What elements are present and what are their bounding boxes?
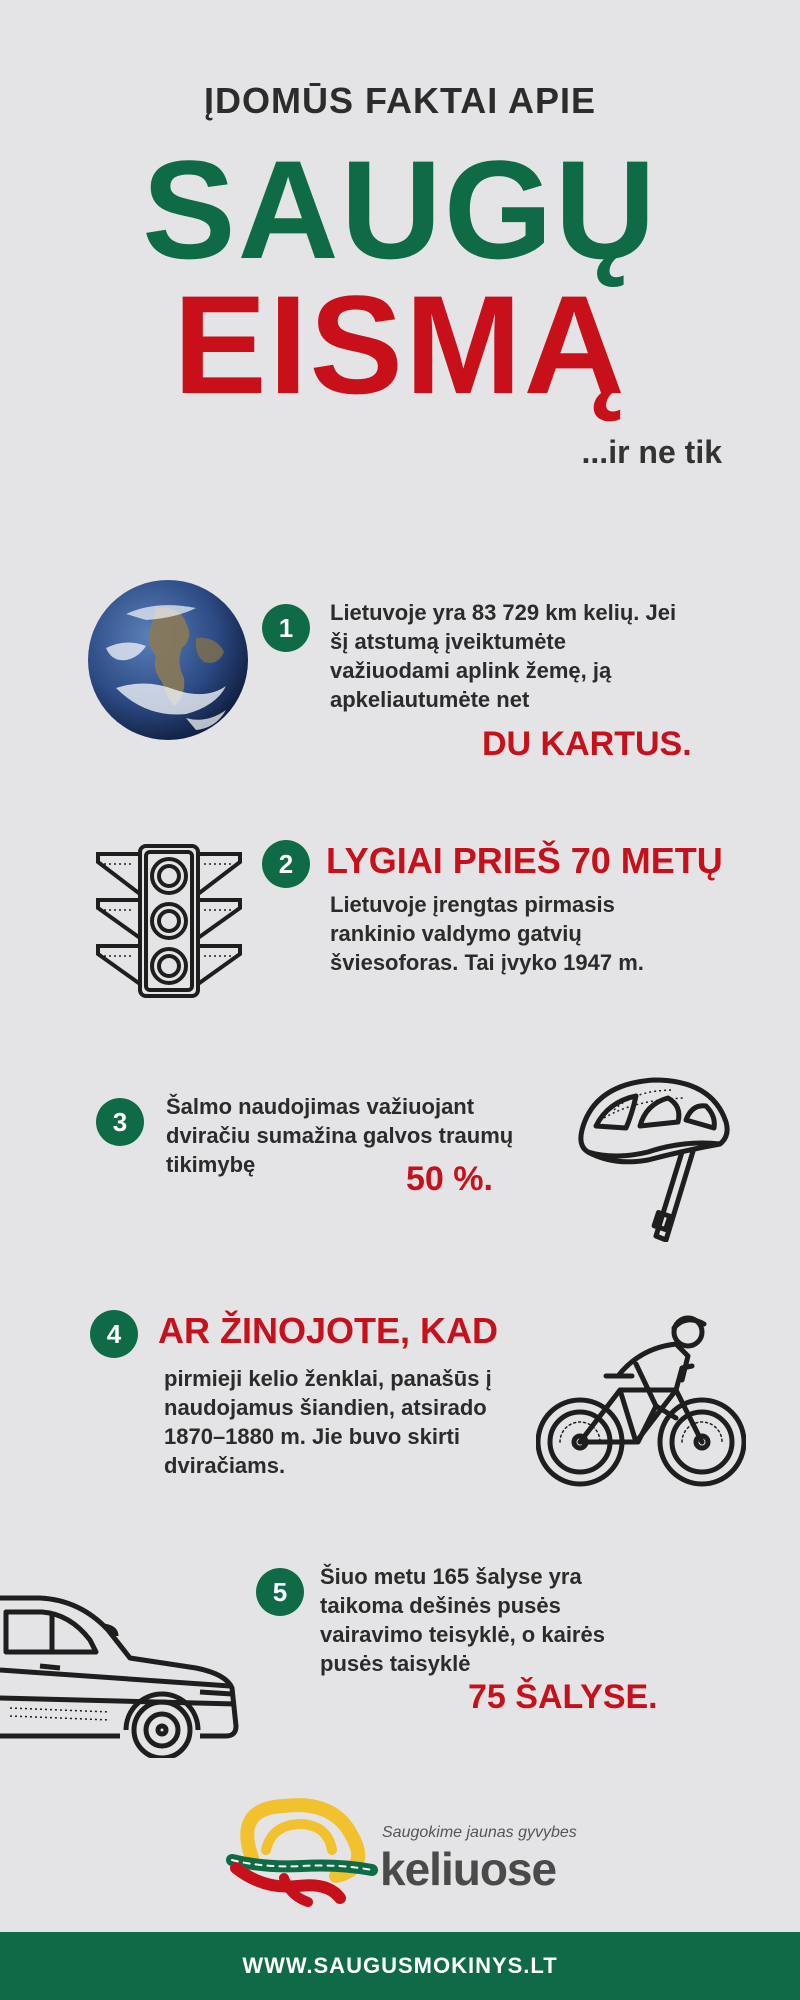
fact-5-number: 5 [256,1568,304,1616]
fact-5-text: Šiuo metu 165 šalyse yra taikoma dešinės pusės vairavimo teisyklė, o kairės pusės taisyklė [320,1564,605,1676]
fact-2-text: Lietuvoje įrengtas pirmasis rankinio valdymo gatvių šviesoforas. Tai įvyko 1947 m. [330,892,644,975]
fact-3-text: Šalmo naudojimas važiuojant dviračiu sumažina galvos traumų tikimybę [166,1094,514,1177]
title-line-1: SAUGŲ [142,131,658,288]
subtitle: ...ir ne tik [581,434,722,470]
footer-bar [0,1932,800,2000]
fact-1-emphasis: DU KARTUS. [482,725,692,763]
fact-4-number: 4 [90,1310,138,1358]
logo-icon [224,1798,380,1910]
bicycle-helmet-icon [574,1070,734,1242]
pretitle: ĮDOMŪS FAKTAI APIE [203,80,596,121]
car-icon [0,1588,246,1758]
earth-globe-icon [86,578,250,742]
logo-brand: keliuose [380,1843,557,1895]
logo-tagline: Saugokime jaunas gyvybes [382,1824,577,1841]
title-line-2: EISMĄ [173,266,627,423]
fact-1-number: 1 [262,604,310,652]
fact-2-number: 2 [262,840,310,888]
fact-3-number: 3 [96,1098,144,1146]
fact-1-text: Lietuvoje yra 83 729 km kelių. Jei šį atstumą įveiktumėte važiuodami aplink žemę, ją apkeliautumėte net [330,600,677,712]
traffic-light-icon [94,840,244,1002]
fact-5-emphasis: 75 ŠALYSE. [468,1678,658,1716]
fact-3-emphasis: 50 %. [406,1160,493,1198]
fact-2-heading: LYGIAI PRIEŠ 70 METŲ [326,840,723,881]
fact-4-heading: AR ŽINOJOTE, KAD [158,1310,499,1351]
footer-url[interactable]: WWW.SAUGUSMOKINYS.LT [242,1953,558,1978]
cyclist-icon [536,1310,746,1490]
fact-4-text: pirmieji kelio ženklai, panašūs į naudojamus šiandien, atsirado 1870–1880 m. Jie buvo skirti dviračiams. [164,1366,492,1478]
